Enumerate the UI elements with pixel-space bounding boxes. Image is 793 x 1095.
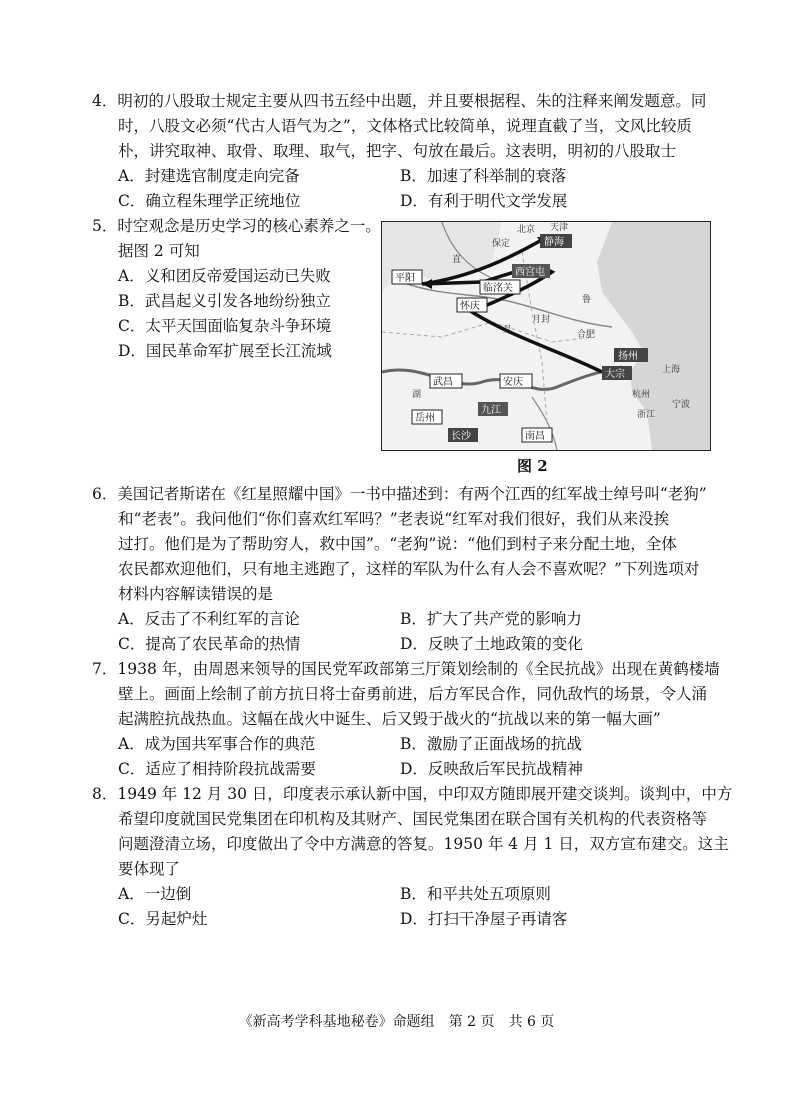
- label-changsha: 长沙: [451, 431, 471, 442]
- label-anqing: 安庆: [503, 377, 523, 388]
- label-huaiqing: 怀庆: [460, 301, 480, 312]
- label-yuezhou: 岳州: [415, 413, 435, 424]
- q6-line-4: 农民都欢迎他们，只有地主逃跑了，这样的军队为什么有人会不喜欢呢？”下列选项对: [118, 560, 700, 578]
- q8-line-2: 希望印度就国民党集团在印机构及其财产、国民党集团在联合国有关机构的代表资格等: [118, 810, 708, 828]
- label-zhejiang: 浙江: [637, 409, 656, 419]
- q5-option-d: D．国民革命军扩展至长江流域: [118, 342, 332, 360]
- q4-option-a: A．封建选官制度走向完备: [118, 167, 300, 185]
- label-jiujiang: 九江: [481, 405, 501, 416]
- label-yangzhou: 扬州: [618, 351, 638, 362]
- label-lu: 鲁: [582, 294, 592, 304]
- q8-line-1: 8．1949 年 12 月 30 日，印度表示承认新中国，中印双方随即展开建交谈判。谈判中，中方: [92, 785, 733, 803]
- q4-option-c: C．确立程朱理学正统地位: [118, 192, 301, 210]
- border-line-1: [382, 322, 592, 342]
- page-footer: 《新高考学科基地秘卷》命题组 第 2 页 共 6 页: [238, 1014, 555, 1030]
- q8-option-c: C．另起炉灶: [118, 910, 208, 928]
- q4-line-2: 时，八股文必须“代古人语气为之”，文体格式比较简单，说理直截了当，文风比较质: [118, 117, 692, 135]
- q8-option-d: D．打扫干净屋子再请客: [400, 910, 568, 928]
- label-tianjin: 天津: [550, 222, 569, 232]
- q7-line-3: 起满腔抗战热血。这幅在战火中诞生、后又毁于战火的“抗战以来的第一幅大画”: [118, 710, 661, 728]
- q6-line-5: 材料内容解读错误的是: [118, 585, 274, 603]
- historical-map: [381, 221, 711, 451]
- label-xigongtun: 西宫屯: [515, 267, 545, 278]
- arrowhead-west: [422, 279, 432, 289]
- label-nanchang: 南昌: [525, 431, 545, 442]
- q7-option-d: D．反映敌后军民抗战精神: [400, 760, 583, 778]
- q4-option-d: D．有利于明代文学发展: [400, 192, 568, 210]
- q6-option-d: D．反映了土地政策的变化: [400, 635, 583, 653]
- label-hefei: 合肥: [577, 329, 596, 339]
- q5-option-a: A．义和团反帝爱国运动已失败: [118, 267, 331, 285]
- q5-line-2: 据图 2 可知: [118, 242, 200, 260]
- q7-option-c: C．适应了相持阶段抗战需要: [118, 760, 316, 778]
- map-svg: [382, 222, 710, 450]
- label-yuefeng: 月封: [532, 314, 551, 324]
- label-zhi: 直: [452, 254, 462, 264]
- label-ningbo: 宁波: [672, 399, 691, 409]
- label-pingyang: 平阳: [395, 273, 415, 284]
- label-shanghai: 上海: [662, 364, 681, 374]
- q6-line-2: 和“老表”。我问他们“你们喜欢红军吗？”老表说“红军对我们很好，我们从来没挨: [118, 510, 670, 528]
- q6-option-b: B．扩大了共产党的影响力: [400, 610, 582, 628]
- q8-line-4: 要体现了: [118, 860, 181, 878]
- label-beijing: 北京: [517, 224, 536, 234]
- label-hangzhou: 杭州: [632, 389, 651, 399]
- label-dazong: 大宗: [605, 369, 625, 380]
- label-linmingguan: 临洺关: [483, 283, 513, 294]
- q4-line-1: 4．明初的八股取士规定主要从四书五经中出题，并且要根据程、朱的注释来阐发题意。同: [92, 92, 707, 110]
- q8-option-b: B．和平共处五项原则: [400, 885, 551, 903]
- label-wei: 卫: [502, 324, 512, 334]
- q4-line-3: 朴，讲究取神、取骨、取理、取气，把字、句放在最后。这表明，明初的八股取士: [118, 142, 677, 160]
- q6-line-3: 过打。他们是为了帮助穷人，救中国”。“老狗”说：“他们到村子来分配土地，全体: [118, 535, 677, 553]
- q4-option-b: B．加速了科举制的衰落: [400, 167, 567, 185]
- q7-option-b: B．激励了正面战场的抗战: [400, 735, 582, 753]
- q5-option-b: B．武昌起义引发各地纷纷独立: [118, 292, 331, 310]
- q7-line-1: 7．1938 年，由周恩来领导的国民党军政部第三厅策划绘制的《全民抗战》出现在黄鹤楼墙: [92, 660, 720, 678]
- label-wuchang: 武昌: [433, 377, 453, 388]
- label-hu: 湖: [412, 389, 422, 399]
- q6-line-1: 6．美国记者斯诺在《红星照耀中国》一书中描述到：有两个江西的红军战士绰号叫“老狗”: [92, 485, 707, 503]
- q7-line-2: 壁上。画面上绘制了前方抗日将士奋勇前进，后方军民合作，同仇敌忾的场景，令人涌: [118, 685, 708, 703]
- q5-option-c: C．太平天国面临复杂斗争环境: [118, 317, 332, 335]
- q8-option-a: A．一边倒: [118, 885, 192, 903]
- q6-option-c: C．提高了农民革命的热情: [118, 635, 301, 653]
- q5-line-1: 5．时空观念是历史学习的核心素养之一。: [92, 217, 381, 235]
- label-baoding: 保定: [492, 238, 511, 248]
- label-jinghai: 静海: [544, 237, 564, 248]
- q6-option-a: A．反击了不利红军的言论: [118, 610, 300, 628]
- q8-line-3: 问题澄清立场，印度做出了令中方满意的答复。1950 年 4 月 1 日，双方宣布建交。这主: [118, 835, 729, 853]
- q7-option-a: A．成为国共军事合作的典范: [118, 735, 316, 753]
- figure-caption: 图 2: [517, 457, 548, 475]
